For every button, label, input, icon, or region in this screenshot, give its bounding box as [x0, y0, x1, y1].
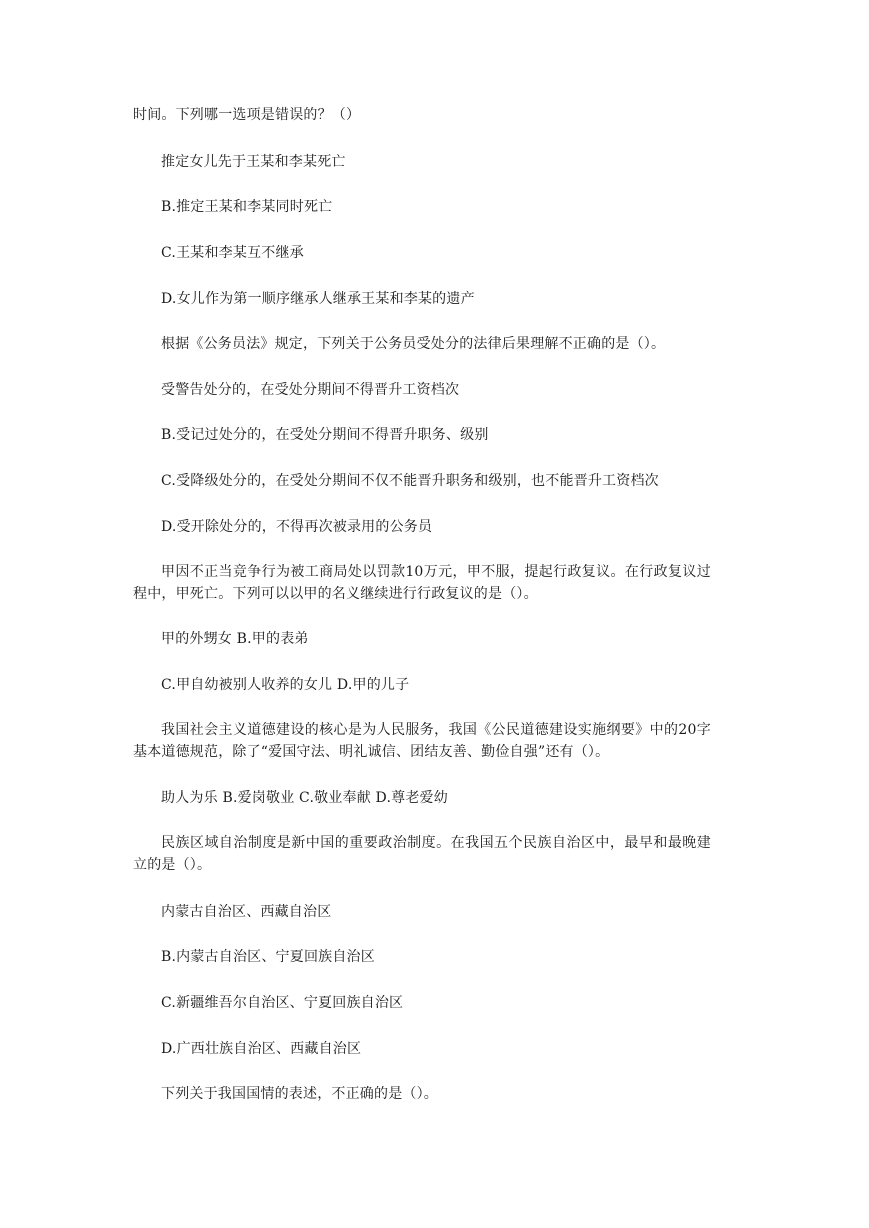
option-b: B.推定王某和李某同时死亡 [161, 199, 333, 215]
question-text: 我国社会主义道德建设的核心是为人民服务，我国《公民道德建设实施纲要》中的20字基本道德规范，除了“爱国守法、明礼诚信、团结友善、勤俭自强”还有（）。 [133, 722, 711, 760]
option-a: 内蒙古自治区、西藏自治区 [161, 904, 332, 920]
option-b: B.受记过处分的，在受处分期间不得晋升职务、级别 [161, 427, 489, 443]
question-text: 民族区域自治制度是新中国的重要政治制度。在我国五个民族自治区中，最早和最晚建立的是（）。 [133, 835, 711, 873]
option-d: D.广西壮族自治区、西藏自治区 [161, 1041, 362, 1057]
options-cd: C.甲自幼被别人收养的女儿 D.甲的儿子 [161, 677, 410, 693]
option-c: C.受降级处分的，在受处分期间不仅不能晋升职务和级别，也不能晋升工资档次 [161, 473, 659, 489]
option-a: 受警告处分的，在受处分期间不得晋升工资档次 [161, 382, 460, 398]
option-b: B.内蒙古自治区、宁夏回族自治区 [161, 949, 375, 965]
option-c: C.王某和李某互不继承 [161, 245, 304, 261]
question-text: 根据《公务员法》规定，下列关于公务员受处分的法律后果理解不正确的是（）。 [161, 336, 666, 352]
question-continuation: 时间。下列哪一选项是错误的？（） [133, 107, 361, 123]
options-all: 助人为乐 B.爱岗敬业 C.敬业奉献 D.尊老爱幼 [161, 790, 448, 806]
question-text: 甲因不正当竞争行为被工商局处以罚款10万元，甲不服，提起行政复议。在行政复议过程中，甲死亡。下列可以以甲的名义继续进行行政复议的是（）。 [133, 564, 711, 602]
option-c: C.新疆维吾尔自治区、宁夏回族自治区 [161, 995, 404, 1011]
option-d: D.女儿作为第一顺序继承人继承王某和李某的遗产 [161, 291, 475, 307]
options-ab: 甲的外甥女 B.甲的表弟 [161, 631, 309, 647]
question-text: 下列关于我国国情的表述，不正确的是（）。 [161, 1086, 438, 1102]
option-d: D.受开除处分的，不得再次被录用的公务员 [161, 519, 433, 535]
option-a: 推定女儿先于王某和李某死亡 [161, 154, 346, 170]
